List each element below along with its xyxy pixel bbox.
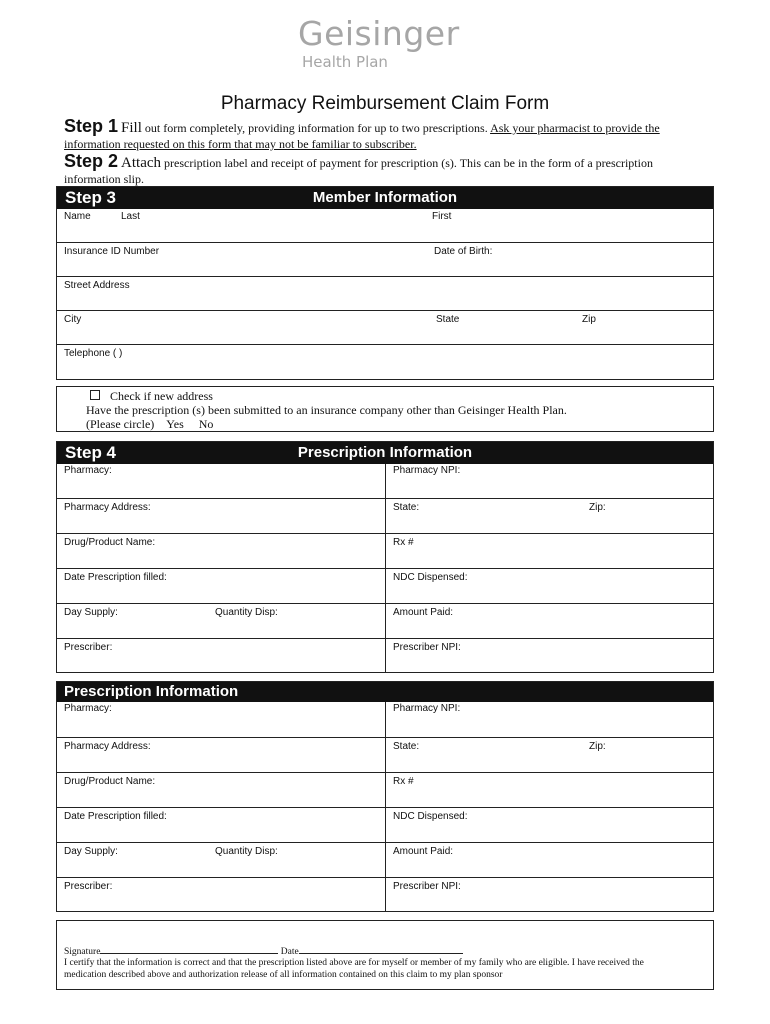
signature-label: Signature — [64, 947, 101, 957]
state-label: State — [436, 314, 460, 325]
first-name-label: First — [432, 211, 452, 222]
signature-field[interactable] — [100, 944, 278, 954]
member-information-section — [56, 186, 714, 380]
signature-date-line — [64, 944, 463, 958]
rx1-rx-number-label: Rx # — [393, 537, 414, 548]
logo-name: Geisinger — [298, 14, 460, 53]
prescription-information-header-1 — [57, 442, 713, 464]
circle-prompt: (Please circle) — [86, 417, 155, 431]
city-label: City — [64, 314, 82, 325]
rx2-divider — [385, 702, 386, 737]
rx2-date-filled-label: Date Prescription filled: — [64, 811, 167, 822]
rx2-pharmacy-row[interactable] — [57, 702, 713, 737]
rx1-prescriber-row[interactable] — [57, 638, 713, 672]
rx1-pharmacy-address-label: Pharmacy Address: — [64, 502, 151, 513]
rx1-day-supply-label: Day Supply: — [64, 607, 118, 618]
step2-lead: Attach — [121, 155, 162, 171]
rx2-date-row[interactable] — [57, 807, 713, 842]
rx2-divider — [385, 808, 386, 842]
step2-text: prescription label and receipt of payment for prescription (s). This can be in the form of a prescription — [161, 156, 653, 170]
rx2-amount-paid-label: Amount Paid: — [393, 846, 454, 857]
step1-underlined-a: Ask your pharmacist to provide the — [490, 121, 660, 135]
rx2-rx-number-label: Rx # — [393, 776, 414, 787]
step4-label: Step 4 — [65, 443, 117, 462]
telephone-row[interactable] — [57, 344, 713, 379]
new-address-checkbox[interactable] — [90, 390, 100, 400]
rx1-state-label: State: — [393, 502, 420, 513]
rx1-prescriber-label: Prescriber: — [64, 642, 113, 653]
rx1-pharmacy-label: Pharmacy: — [64, 465, 112, 476]
rx1-quantity-label: Quantity Disp: — [215, 607, 278, 618]
member-information-title: Member Information — [312, 189, 458, 206]
circle-choice-line — [86, 417, 213, 431]
step1-label: Step 1 — [64, 116, 119, 136]
rx1-divider — [385, 639, 386, 672]
step1-text: out form completely, providing information for up to two prescriptions. — [141, 121, 491, 135]
certification-line-1: I certify that the information is correct and that the prescription listed above are for myself or member of my family who are eligible. I have received the — [64, 958, 644, 968]
rx2-supply-row[interactable] — [57, 842, 713, 877]
name-label: Name — [64, 211, 91, 222]
rx1-date-filled-label: Date Prescription filled: — [64, 572, 167, 583]
geisinger-logo — [298, 14, 468, 76]
date-field[interactable] — [299, 944, 463, 954]
rx1-drug-row[interactable] — [57, 533, 713, 568]
rx2-divider — [385, 878, 386, 911]
telephone-label: Telephone ( ) — [64, 348, 123, 359]
rx2-day-supply-label: Day Supply: — [64, 846, 118, 857]
rx1-drug-label: Drug/Product Name: — [64, 537, 156, 548]
rx2-divider — [385, 738, 386, 772]
rx1-divider — [385, 534, 386, 568]
date-label: Date — [280, 947, 299, 957]
yes-option[interactable]: Yes — [166, 417, 184, 431]
rx1-supply-row[interactable] — [57, 603, 713, 638]
rx1-pharmacy-npi-label: Pharmacy NPI: — [393, 465, 461, 476]
rx1-divider — [385, 464, 386, 498]
rx2-pharmacy-label: Pharmacy: — [64, 703, 112, 714]
rx1-date-row[interactable] — [57, 568, 713, 603]
signature-box — [56, 920, 714, 990]
step2-instructions — [64, 153, 714, 187]
step2-text2: information slip. — [64, 172, 144, 186]
zip-label: Zip — [582, 314, 596, 325]
rx2-drug-row[interactable] — [57, 772, 713, 807]
rx1-divider — [385, 604, 386, 638]
rx2-drug-label: Drug/Product Name: — [64, 776, 156, 787]
no-option[interactable]: No — [198, 417, 214, 431]
rx1-divider — [385, 499, 386, 533]
rx2-prescriber-npi-label: Prescriber NPI: — [393, 881, 461, 892]
city-state-zip-row[interactable] — [57, 310, 713, 344]
rx2-address-row[interactable] — [57, 737, 713, 772]
rx1-zip-label: Zip: — [589, 502, 606, 513]
prescription-information-section-2 — [56, 681, 714, 912]
step1-underlined-b: information requested on this form that may not be familiar to subscriber. — [64, 137, 417, 151]
certification-line-2: medication described above and authorization release of all information contained on this claim to my plan sponsor — [64, 970, 503, 980]
name-row[interactable] — [57, 209, 713, 242]
member-information-header — [57, 187, 713, 209]
other-insurance-question: Have the prescription (s) been submitted to an insurance company other than Geisinger Health Plan. — [86, 403, 567, 417]
rx1-amount-paid-label: Amount Paid: — [393, 607, 454, 618]
prescription-information-header-2 — [57, 682, 713, 702]
street-address-row[interactable] — [57, 276, 713, 310]
rx2-divider — [385, 773, 386, 807]
prescription-information-title-1: Prescription Information — [297, 444, 473, 461]
rx2-pharmacy-address-label: Pharmacy Address: — [64, 741, 151, 752]
prescription-information-section-1 — [56, 441, 714, 673]
rx2-pharmacy-npi-label: Pharmacy NPI: — [393, 703, 461, 714]
insurance-id-label: Insurance ID Number — [64, 246, 160, 257]
insurance-row[interactable] — [57, 242, 713, 276]
step2-label: Step 2 — [64, 151, 119, 171]
rx2-prescriber-row[interactable] — [57, 877, 713, 911]
prescription-information-title-2: Prescription Information — [64, 683, 239, 700]
rx2-prescriber-label: Prescriber: — [64, 881, 113, 892]
new-address-label: Check if new address — [110, 389, 213, 403]
form-title: Pharmacy Reimbursement Claim Form — [220, 93, 550, 114]
street-address-label: Street Address — [64, 280, 130, 291]
rx2-state-label: State: — [393, 741, 420, 752]
logo-subtitle: Health Plan — [302, 53, 388, 71]
date-of-birth-label: Date of Birth: — [434, 246, 493, 257]
rx2-ndc-label: NDC Dispensed: — [393, 811, 468, 822]
rx2-zip-label: Zip: — [589, 741, 606, 752]
rx2-quantity-label: Quantity Disp: — [215, 846, 278, 857]
rx1-ndc-label: NDC Dispensed: — [393, 572, 468, 583]
last-name-label: Last — [121, 211, 140, 222]
rx1-prescriber-npi-label: Prescriber NPI: — [393, 642, 461, 653]
new-address-box — [56, 386, 714, 432]
step1-instructions — [64, 118, 714, 152]
rx1-address-row[interactable] — [57, 498, 713, 533]
new-address-check-line — [86, 389, 213, 403]
step1-lead: Fill — [121, 120, 142, 136]
rx1-divider — [385, 569, 386, 603]
rx2-divider — [385, 843, 386, 877]
rx1-pharmacy-row[interactable] — [57, 464, 713, 498]
step3-label: Step 3 — [65, 188, 117, 207]
